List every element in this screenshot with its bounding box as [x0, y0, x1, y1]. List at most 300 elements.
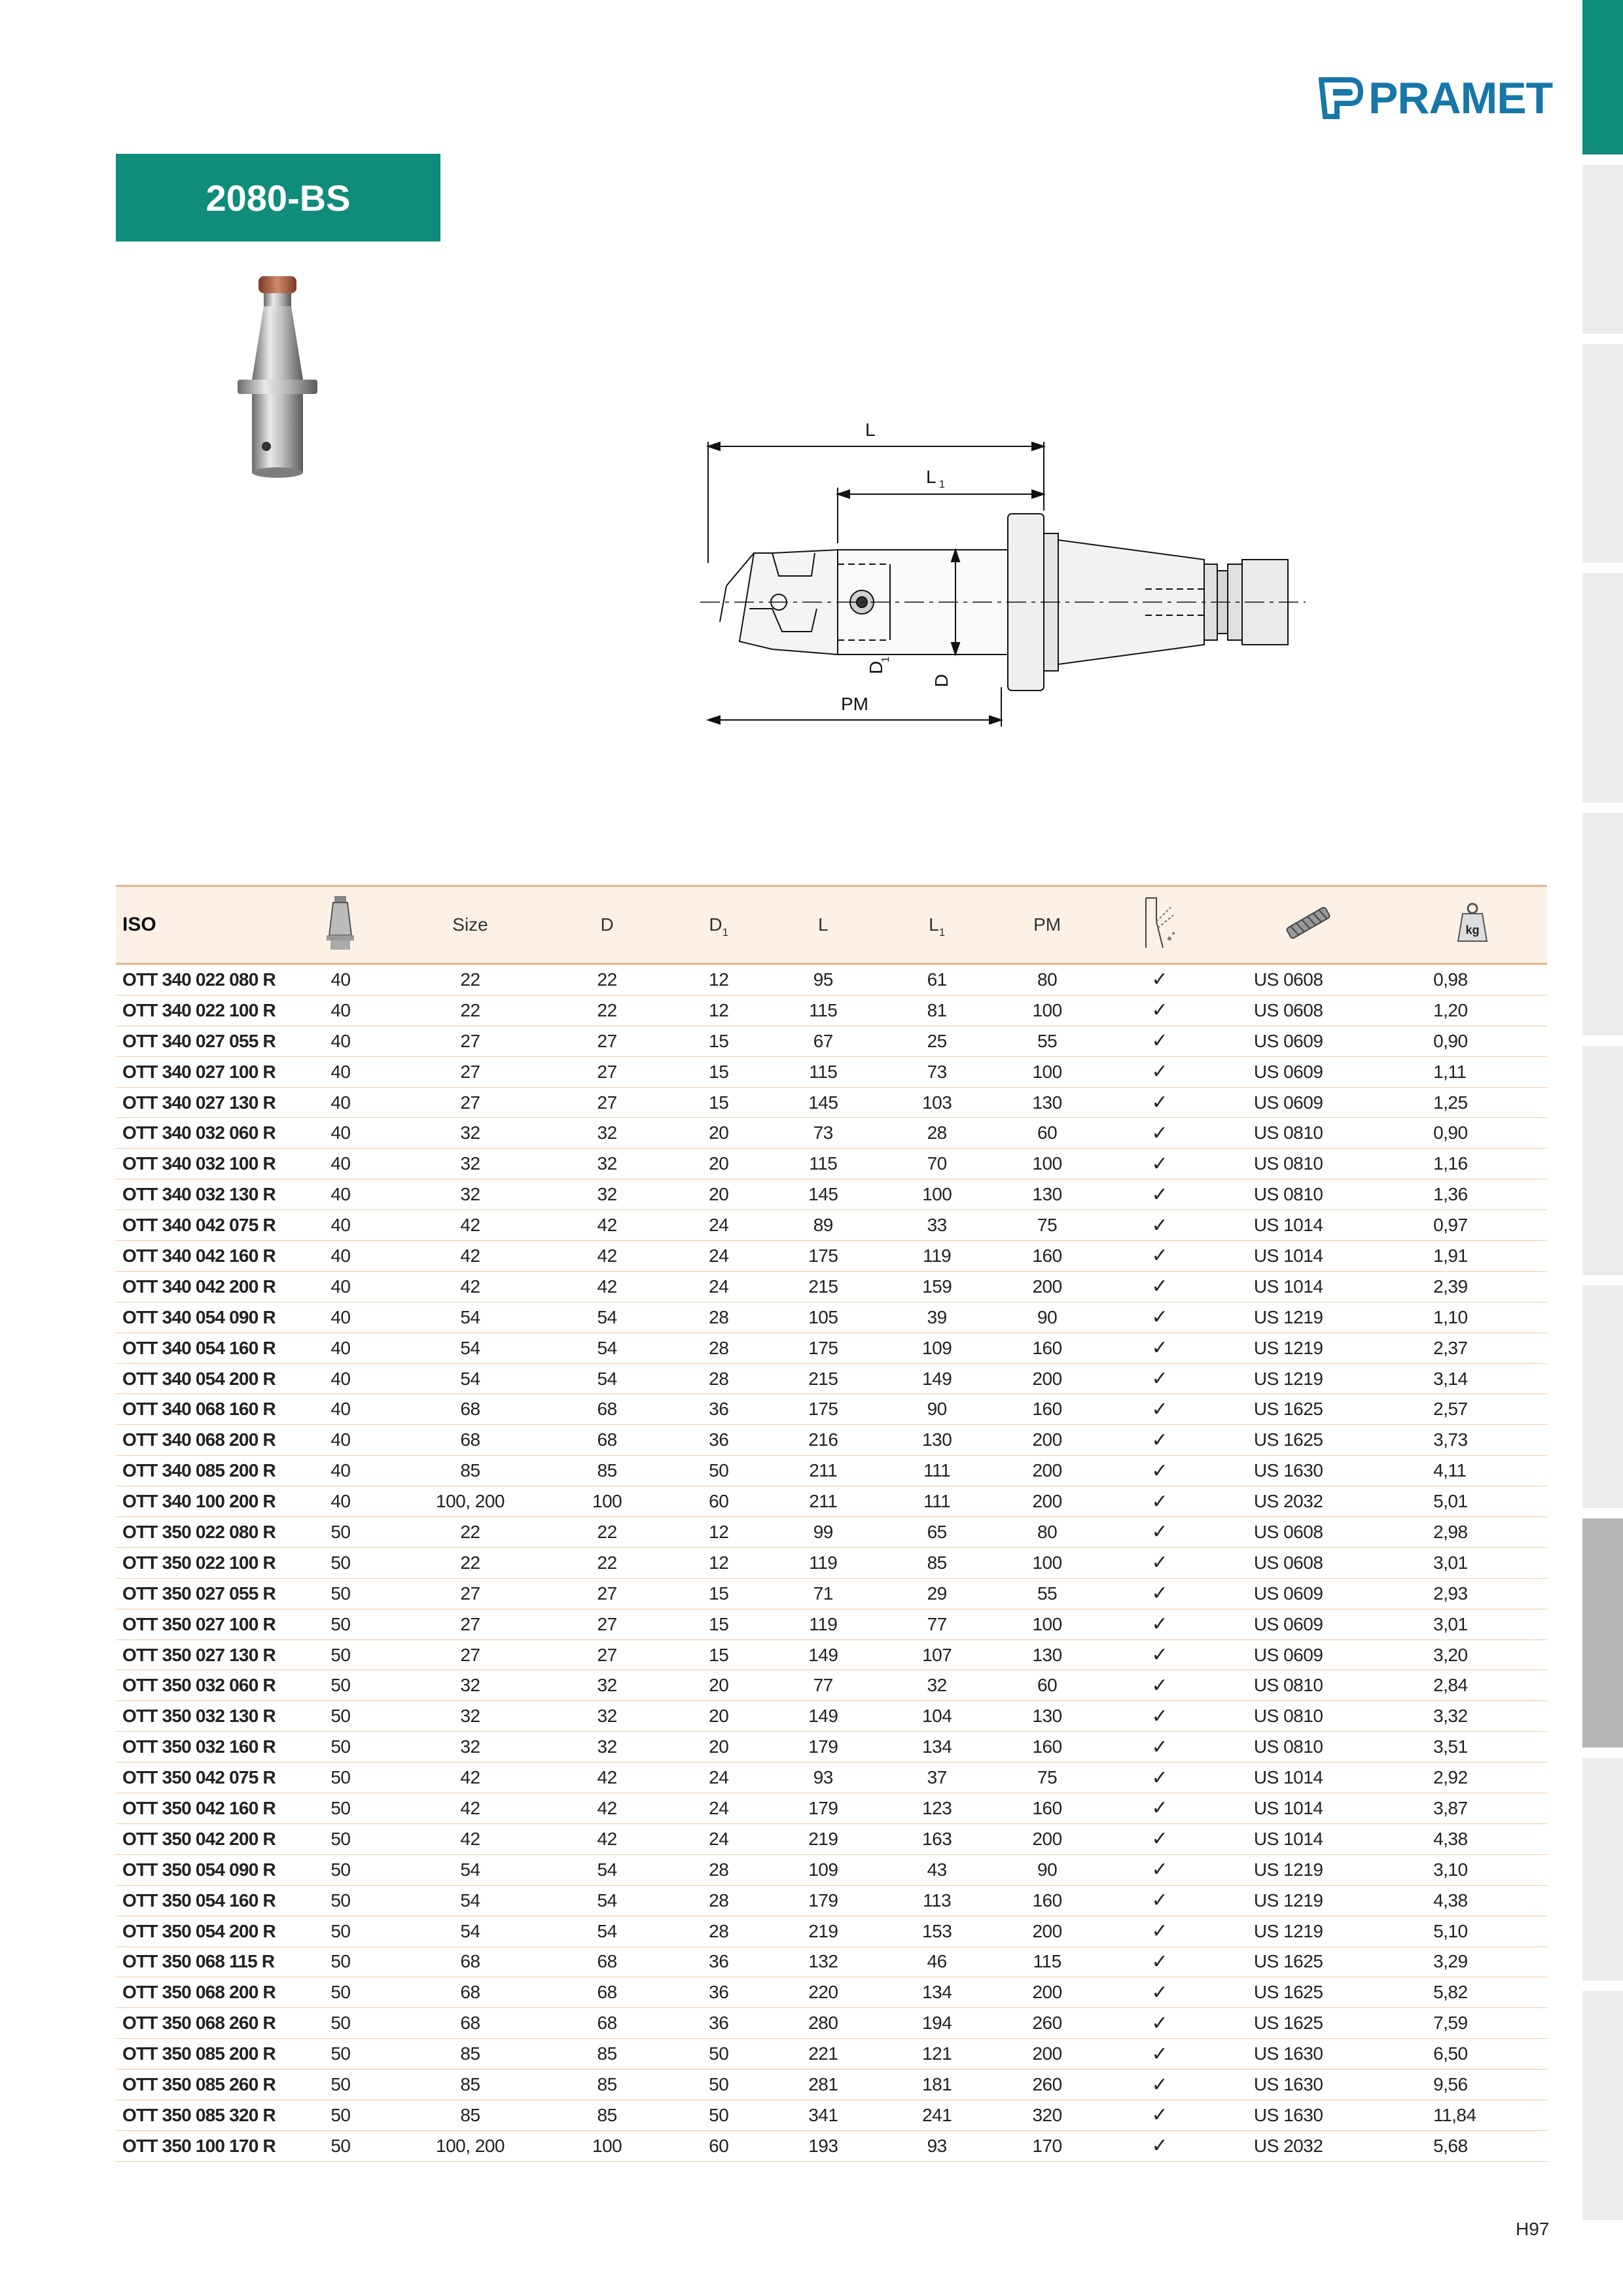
cell-pm: 60 [993, 1670, 1101, 1701]
cell-coolant-check: ✓ [1101, 1394, 1218, 1425]
cell-size: 100, 200 [398, 2130, 542, 2161]
cell-size: 27 [398, 1640, 542, 1670]
cell-l: 99 [766, 1517, 881, 1548]
cell-coolant-check: ✓ [1101, 1977, 1218, 2008]
cell-weight: 3,01 [1398, 1609, 1547, 1640]
cell-screw: US 1219 [1218, 1854, 1398, 1885]
table-row [116, 1394, 1547, 1425]
cell-d1: 20 [672, 1670, 766, 1701]
cell-d: 42 [543, 1241, 672, 1272]
cell-pm: 130 [993, 1701, 1101, 1732]
header-d1 [672, 886, 766, 964]
cell-d1: 12 [672, 1547, 766, 1578]
cell-l: 216 [766, 1425, 881, 1456]
side-tab[interactable] [1582, 1285, 1623, 1508]
cell-l: 175 [766, 1333, 881, 1363]
cell-weight: 2,84 [1398, 1670, 1547, 1701]
cell-screw: US 0608 [1218, 1547, 1398, 1578]
cell-coolant-check: ✓ [1101, 1149, 1218, 1179]
pramet-logo-mark-icon [1319, 76, 1364, 122]
cell-l: 175 [766, 1241, 881, 1272]
side-tab[interactable] [1582, 813, 1623, 1035]
cell-weight: 3,14 [1398, 1363, 1547, 1394]
table-row [116, 1363, 1547, 1394]
cell-pm: 55 [993, 1578, 1101, 1609]
cell-screw: US 0810 [1218, 1732, 1398, 1763]
cell-code: OTT 340 054 160 R [116, 1333, 283, 1363]
cell-taper: 40 [283, 1394, 398, 1425]
cell-pm: 100 [993, 995, 1101, 1026]
side-tab[interactable] [1582, 1991, 1623, 2220]
cell-pm: 75 [993, 1763, 1101, 1793]
cell-screw: US 1630 [1218, 2100, 1398, 2130]
cell-size: 32 [398, 1149, 542, 1179]
technical-drawing [700, 412, 1329, 740]
table-row [116, 1916, 1547, 1946]
cell-code: OTT 350 042 075 R [116, 1763, 283, 1793]
cell-taper: 50 [283, 1640, 398, 1670]
cell-d1: 36 [672, 1394, 766, 1425]
cell-size: 32 [398, 1118, 542, 1149]
cell-screw: US 0609 [1218, 1087, 1398, 1118]
header-iso: ISO [116, 886, 283, 964]
cell-size: 22 [398, 995, 542, 1026]
table-row [116, 1854, 1547, 1885]
tool-holder-photo [226, 268, 330, 484]
cell-l1: 100 [881, 1179, 993, 1210]
cell-d1: 60 [672, 1486, 766, 1517]
cell-d1: 24 [672, 1241, 766, 1272]
cell-weight: 5,82 [1398, 1977, 1547, 2008]
cell-l1: 43 [881, 1854, 993, 1885]
cell-weight: 3,87 [1398, 1793, 1547, 1824]
cell-l1: 73 [881, 1056, 993, 1087]
header-l: L [766, 886, 881, 964]
table-row [116, 1333, 1547, 1363]
cell-taper: 50 [283, 1916, 398, 1946]
cell-d: 68 [543, 1946, 672, 1977]
table-row [116, 1609, 1547, 1640]
cell-taper: 50 [283, 1823, 398, 1854]
cell-size: 27 [398, 1056, 542, 1087]
dim-label-l1: L [926, 467, 936, 487]
cell-coolant-check: ✓ [1101, 1271, 1218, 1302]
cell-screw: US 0810 [1218, 1701, 1398, 1732]
cell-l1: 65 [881, 1517, 993, 1548]
cell-coolant-check: ✓ [1101, 1179, 1218, 1210]
cell-d: 68 [543, 1977, 672, 2008]
cell-screw: US 0810 [1218, 1670, 1398, 1701]
cell-coolant-check: ✓ [1101, 1823, 1218, 1854]
dim-label-pm: PM [841, 694, 868, 714]
cell-code: OTT 340 054 090 R [116, 1302, 283, 1333]
cell-l: 211 [766, 1456, 881, 1486]
cell-screw: US 1625 [1218, 1977, 1398, 2008]
cell-d1: 20 [672, 1701, 766, 1732]
cell-code: OTT 350 068 260 R [116, 2008, 283, 2039]
cell-l: 281 [766, 2070, 881, 2100]
cell-d1: 36 [672, 1425, 766, 1456]
cell-code: OTT 350 032 060 R [116, 1670, 283, 1701]
cell-size: 42 [398, 1210, 542, 1241]
cell-taper: 50 [283, 1547, 398, 1578]
cell-coolant-check: ✓ [1101, 1026, 1218, 1056]
cell-weight: 0,90 [1398, 1118, 1547, 1149]
cell-pm: 100 [993, 1056, 1101, 1087]
clamping-screw-icon [1277, 901, 1340, 944]
table-row [116, 1486, 1547, 1517]
cell-l1: 77 [881, 1609, 993, 1640]
cell-code: OTT 340 042 075 R [116, 1210, 283, 1241]
cell-d1: 12 [672, 964, 766, 996]
cell-coolant-check: ✓ [1101, 1363, 1218, 1394]
cell-pm: 200 [993, 1363, 1101, 1394]
cell-screw: US 1219 [1218, 1302, 1398, 1333]
cell-coolant-check: ✓ [1101, 1916, 1218, 1946]
cell-d1: 15 [672, 1578, 766, 1609]
cell-pm: 320 [993, 2100, 1101, 2130]
cell-l1: 134 [881, 1977, 993, 2008]
header-coolant [1101, 886, 1218, 964]
cell-coolant-check: ✓ [1101, 1885, 1218, 1916]
cell-taper: 50 [283, 1609, 398, 1640]
internal-coolant-icon [1141, 895, 1179, 950]
cell-taper: 40 [283, 1087, 398, 1118]
cell-l: 93 [766, 1763, 881, 1793]
header-d1-sub: 1 [722, 926, 729, 939]
table-row [116, 1241, 1547, 1272]
cell-code: OTT 340 027 055 R [116, 1026, 283, 1056]
cell-d1: 28 [672, 1885, 766, 1916]
cell-coolant-check: ✓ [1101, 1670, 1218, 1701]
cell-d1: 28 [672, 1333, 766, 1363]
cell-code: OTT 340 042 200 R [116, 1271, 283, 1302]
cell-coolant-check: ✓ [1101, 1333, 1218, 1363]
cell-l1: 33 [881, 1210, 993, 1241]
table-row [116, 1087, 1547, 1118]
cell-taper: 50 [283, 1854, 398, 1885]
cell-pm: 130 [993, 1179, 1101, 1210]
table-row [116, 1547, 1547, 1578]
cell-taper: 40 [283, 1333, 398, 1363]
table-row [116, 1670, 1547, 1701]
cell-coolant-check: ✓ [1101, 1517, 1218, 1548]
cell-coolant-check: ✓ [1101, 1640, 1218, 1670]
cell-coolant-check: ✓ [1101, 1486, 1218, 1517]
cell-coolant-check: ✓ [1101, 1302, 1218, 1333]
cell-d1: 60 [672, 2130, 766, 2161]
cell-code: OTT 340 054 200 R [116, 1363, 283, 1394]
cell-l1: 107 [881, 1640, 993, 1670]
cell-size: 27 [398, 1026, 542, 1056]
cell-d1: 20 [672, 1179, 766, 1210]
cell-pm: 90 [993, 1302, 1101, 1333]
cell-coolant-check: ✓ [1101, 1425, 1218, 1456]
cell-l1: 37 [881, 1763, 993, 1793]
cell-size: 100, 200 [398, 1486, 542, 1517]
cell-taper: 50 [283, 1670, 398, 1701]
cell-l1: 93 [881, 2130, 993, 2161]
cell-d: 42 [543, 1763, 672, 1793]
cell-l: 119 [766, 1547, 881, 1578]
cell-code: OTT 350 085 260 R [116, 2070, 283, 2100]
cell-screw: US 1219 [1218, 1333, 1398, 1363]
cell-coolant-check: ✓ [1101, 1854, 1218, 1885]
table-row [116, 2008, 1547, 2039]
cell-d1: 15 [672, 1087, 766, 1118]
cell-screw: US 0609 [1218, 1640, 1398, 1670]
side-tab[interactable] [1582, 165, 1623, 334]
cell-l: 280 [766, 2008, 881, 2039]
cell-l1: 121 [881, 2039, 993, 2070]
cell-weight: 1,36 [1398, 1179, 1547, 1210]
cell-taper: 40 [283, 1026, 398, 1056]
cell-taper: 40 [283, 1056, 398, 1087]
cell-screw: US 0810 [1218, 1149, 1398, 1179]
cell-screw: US 0608 [1218, 1517, 1398, 1548]
cell-d: 68 [543, 1425, 672, 1456]
cell-screw: US 0609 [1218, 1609, 1398, 1640]
cell-size: 68 [398, 1946, 542, 1977]
side-tab[interactable] [1582, 344, 1623, 563]
cell-coolant-check: ✓ [1101, 1763, 1218, 1793]
cell-l: 109 [766, 1854, 881, 1885]
cell-coolant-check: ✓ [1101, 1118, 1218, 1149]
cell-size: 68 [398, 1394, 542, 1425]
cell-screw: US 0609 [1218, 1026, 1398, 1056]
side-tab-current-section[interactable] [1582, 1518, 1623, 1748]
cell-coolant-check: ✓ [1101, 1946, 1218, 1977]
cell-l1: 111 [881, 1486, 993, 1517]
cell-l: 145 [766, 1179, 881, 1210]
cell-weight: 2,39 [1398, 1271, 1547, 1302]
table-row [116, 1118, 1547, 1149]
cell-l1: 29 [881, 1578, 993, 1609]
cell-coolant-check: ✓ [1101, 2039, 1218, 2070]
cell-l1: 90 [881, 1394, 993, 1425]
cell-l: 220 [766, 1977, 881, 2008]
cell-size: 54 [398, 1302, 542, 1333]
cell-taper: 50 [283, 1977, 398, 2008]
cell-l1: 123 [881, 1793, 993, 1824]
cell-screw: US 1625 [1218, 2008, 1398, 2039]
cell-weight: 2,92 [1398, 1763, 1547, 1793]
cell-weight: 7,59 [1398, 2008, 1547, 2039]
cell-l: 145 [766, 1087, 881, 1118]
cell-screw: US 1014 [1218, 1763, 1398, 1793]
cell-coolant-check: ✓ [1101, 1578, 1218, 1609]
cell-d1: 24 [672, 1271, 766, 1302]
cell-taper: 50 [283, 1946, 398, 1977]
cell-coolant-check: ✓ [1101, 1732, 1218, 1763]
pramet-logo [1319, 72, 1553, 124]
cell-d1: 28 [672, 1854, 766, 1885]
cell-weight: 1,11 [1398, 1056, 1547, 1087]
cell-weight: 1,10 [1398, 1302, 1547, 1333]
cell-d: 27 [543, 1640, 672, 1670]
cell-pm: 200 [993, 1977, 1101, 2008]
cell-coolant-check: ✓ [1101, 1056, 1218, 1087]
cell-screw: US 0609 [1218, 1578, 1398, 1609]
cell-l1: 149 [881, 1363, 993, 1394]
dim-label-d: D [931, 673, 952, 687]
cell-d1: 28 [672, 1302, 766, 1333]
cell-screw: US 0810 [1218, 1118, 1398, 1149]
cell-coolant-check: ✓ [1101, 2008, 1218, 2039]
cell-d: 85 [543, 2100, 672, 2130]
cell-size: 54 [398, 1363, 542, 1394]
cell-l: 115 [766, 1056, 881, 1087]
cell-d: 27 [543, 1026, 672, 1056]
cell-d1: 50 [672, 1456, 766, 1486]
cell-d: 22 [543, 995, 672, 1026]
cell-weight: 3,51 [1398, 1732, 1547, 1763]
table-row [116, 1456, 1547, 1486]
cell-l1: 61 [881, 964, 993, 996]
cell-d1: 28 [672, 1363, 766, 1394]
table-row [116, 964, 1547, 996]
cell-d1: 36 [672, 2008, 766, 2039]
cell-taper: 50 [283, 1793, 398, 1824]
cell-coolant-check: ✓ [1101, 2070, 1218, 2100]
cell-taper: 50 [283, 2100, 398, 2130]
page-number: H97 [1516, 2219, 1550, 2239]
cell-d: 85 [543, 2039, 672, 2070]
side-tab-active[interactable] [1582, 0, 1623, 154]
cell-size: 54 [398, 1333, 542, 1363]
cell-d: 85 [543, 2070, 672, 2100]
table-row [116, 1179, 1547, 1210]
cell-l: 95 [766, 964, 881, 996]
cell-d1: 24 [672, 1823, 766, 1854]
cell-l1: 134 [881, 1732, 993, 1763]
logo-text: PRAMET [1368, 73, 1553, 123]
cell-weight: 5,68 [1398, 2130, 1547, 2161]
cell-weight: 3,32 [1398, 1701, 1547, 1732]
header-d1-main: D [709, 914, 722, 935]
cell-code: OTT 340 027 130 R [116, 1087, 283, 1118]
cell-screw: US 1219 [1218, 1916, 1398, 1946]
cell-d: 32 [543, 1670, 672, 1701]
cell-d: 54 [543, 1333, 672, 1363]
table-row [116, 1056, 1547, 1087]
table-row [116, 995, 1547, 1026]
cell-d: 32 [543, 1118, 672, 1149]
cell-l: 211 [766, 1486, 881, 1517]
cell-screw: US 1014 [1218, 1823, 1398, 1854]
cell-taper: 50 [283, 2008, 398, 2039]
cell-code: OTT 350 027 100 R [116, 1609, 283, 1640]
cell-size: 42 [398, 1241, 542, 1272]
cell-taper: 40 [283, 995, 398, 1026]
cell-pm: 80 [993, 964, 1101, 996]
side-tab[interactable] [1582, 1758, 1623, 1981]
cell-l: 132 [766, 1946, 881, 1977]
cell-taper: 50 [283, 1578, 398, 1609]
cell-size: 54 [398, 1885, 542, 1916]
cell-size: 85 [398, 2039, 542, 2070]
cell-pm: 160 [993, 1793, 1101, 1824]
cell-d: 22 [543, 1517, 672, 1548]
cell-d: 27 [543, 1578, 672, 1609]
cell-size: 27 [398, 1609, 542, 1640]
cell-weight: 3,10 [1398, 1854, 1547, 1885]
cell-screw: US 0609 [1218, 1056, 1398, 1087]
cell-d1: 50 [672, 2039, 766, 2070]
cell-code: OTT 350 100 170 R [116, 2130, 283, 2161]
table-row [116, 1763, 1547, 1793]
cell-l1: 119 [881, 1241, 993, 1272]
cell-d: 42 [543, 1793, 672, 1824]
cell-d1: 15 [672, 1640, 766, 1670]
cell-l: 119 [766, 1609, 881, 1640]
table-row [116, 2039, 1547, 2070]
cell-code: OTT 350 032 130 R [116, 1701, 283, 1732]
cell-screw: US 1219 [1218, 1363, 1398, 1394]
cell-taper: 40 [283, 1118, 398, 1149]
cell-l: 67 [766, 1026, 881, 1056]
cell-pm: 100 [993, 1609, 1101, 1640]
cell-pm: 200 [993, 1916, 1101, 1946]
cell-l1: 28 [881, 1118, 993, 1149]
cell-screw: US 0608 [1218, 995, 1398, 1026]
cell-d: 100 [543, 1486, 672, 1517]
table-row [116, 2130, 1547, 2161]
cell-l: 341 [766, 2100, 881, 2130]
cell-l1: 25 [881, 1026, 993, 1056]
cell-screw: US 2032 [1218, 1486, 1398, 1517]
cell-l: 215 [766, 1363, 881, 1394]
cell-screw: US 1625 [1218, 1394, 1398, 1425]
cell-taper: 50 [283, 1763, 398, 1793]
cell-l1: 181 [881, 2070, 993, 2100]
header-pm: PM [993, 886, 1101, 964]
cell-screw: US 1219 [1218, 1885, 1398, 1916]
cell-d: 27 [543, 1087, 672, 1118]
cell-screw: US 1014 [1218, 1271, 1398, 1302]
side-tab[interactable] [1582, 573, 1623, 802]
cell-d: 85 [543, 1456, 672, 1486]
cell-d1: 20 [672, 1732, 766, 1763]
cell-weight: 11,84 [1398, 2100, 1547, 2130]
cell-d1: 50 [672, 2100, 766, 2130]
weight-icon [1456, 902, 1489, 944]
cell-pm: 260 [993, 2008, 1101, 2039]
cell-l: 179 [766, 1885, 881, 1916]
cell-screw: US 1625 [1218, 1946, 1398, 1977]
cell-size: 32 [398, 1732, 542, 1763]
specification-table [116, 885, 1547, 2162]
cell-pm: 170 [993, 2130, 1101, 2161]
cell-d1: 24 [672, 1210, 766, 1241]
cell-l: 193 [766, 2130, 881, 2161]
cell-d1: 24 [672, 1763, 766, 1793]
cell-d: 54 [543, 1854, 672, 1885]
cell-l: 89 [766, 1210, 881, 1241]
cell-code: OTT 350 027 055 R [116, 1578, 283, 1609]
cell-code: OTT 340 032 060 R [116, 1118, 283, 1149]
cell-l: 149 [766, 1640, 881, 1670]
header-d: D [543, 886, 672, 964]
side-tab[interactable] [1582, 1046, 1623, 1275]
cell-taper: 50 [283, 2070, 398, 2100]
cell-pm: 160 [993, 1732, 1101, 1763]
cell-d: 42 [543, 1823, 672, 1854]
cell-screw: US 0810 [1218, 1179, 1398, 1210]
cell-screw: US 0608 [1218, 964, 1398, 996]
header-size: Size [398, 886, 542, 964]
cell-size: 68 [398, 1977, 542, 2008]
